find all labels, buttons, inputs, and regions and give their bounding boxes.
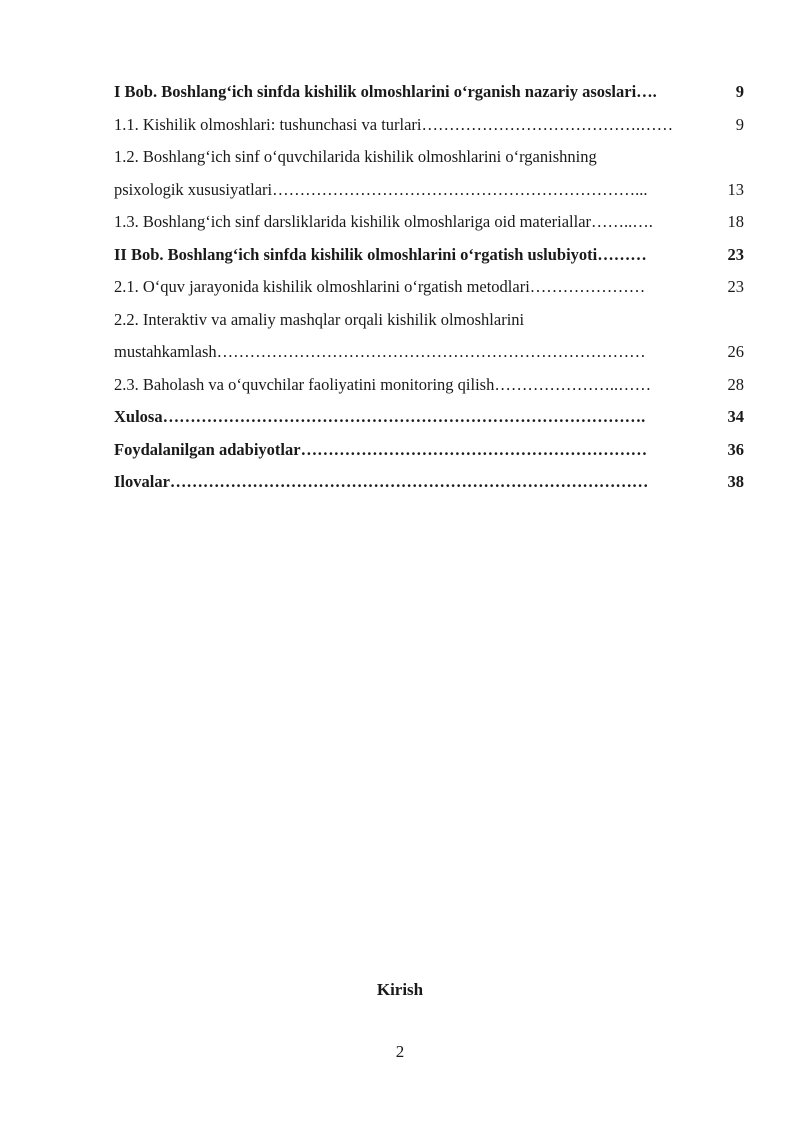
toc-leader-dots: …………………..……: [494, 374, 652, 394]
toc-page-number: 23: [727, 244, 744, 264]
toc-entry-1-3[interactable]: [114, 206, 744, 239]
toc-leader-dots: …………………………………………………………...: [272, 179, 648, 199]
toc-page-number: 28: [727, 374, 744, 394]
toc-entry-1-1[interactable]: [114, 109, 744, 142]
section-heading: Kirish: [376, 980, 424, 999]
toc-page-number: 36: [727, 439, 744, 459]
toc-entry-ilovalar[interactable]: [114, 466, 744, 499]
page-number: 2: [395, 1042, 405, 1061]
toc-leader-dots: …………………………………………………………………………….: [162, 407, 646, 426]
toc-entry-title: mustahkamlash: [114, 342, 217, 361]
toc-entry-chapter-2[interactable]: [114, 239, 744, 272]
toc-page-number: 26: [727, 342, 744, 361]
toc-entry-title: 2.3. Baholash va o‘quvchilar faoliyatini monitoring qilish: [114, 374, 495, 394]
toc-entry-title: II Bob. Boshlang‘ich sinfda kishilik olmoshlarini o‘rgatish uslubiyoti: [114, 244, 598, 264]
toc-entry-2-3[interactable]: [114, 369, 744, 402]
toc-page-number: 38: [727, 472, 744, 491]
toc-leader-dots: ……………………………………………………………………………: [169, 472, 649, 491]
toc-leader-dots: ………………………………………………………: [300, 439, 648, 459]
toc-entry-title: Foydalanilgan adabiyotlar: [114, 439, 301, 459]
toc-page-number: 34: [727, 407, 744, 426]
toc-entry-adabiyotlar[interactable]: [114, 434, 744, 467]
toc-entry-2-2-line-1[interactable]: [114, 304, 744, 337]
toc-entry-title: 1.3. Boshlang‘ich sinf darsliklarida kishilik olmoshlariga oid materiallar: [114, 212, 592, 231]
toc-leader-dots: ….: [636, 82, 657, 101]
toc-entry-title: Xulosa: [114, 407, 163, 426]
toc-entry-title: 2.1. O‘quv jarayonida kishilik olmoshlarini o‘rgatish metodlari: [114, 277, 530, 296]
toc-page-number: 23: [727, 277, 744, 296]
toc-leader-dots: ……..….: [591, 212, 653, 231]
toc-entry-title: 1.2. Boshlang‘ich sinf o‘quvchilarida kishilik olmoshlarini o‘rganishning: [114, 147, 597, 166]
toc-entry-title: Ilovalar: [114, 472, 170, 491]
toc-entry-title: psixologik xususiyatlari: [114, 179, 273, 199]
toc-leader-dots: ………………………………….……: [421, 114, 674, 134]
toc-entry-title: I Bob. Boshlang‘ich sinfda kishilik olmoshlarini o‘rganish nazariy asoslari: [114, 82, 637, 101]
toc-entry-2-1[interactable]: [114, 271, 744, 304]
table-of-contents: [114, 76, 744, 499]
toc-leader-dots: ……………………………………………………………………: [216, 342, 646, 361]
toc-page-number: 18: [727, 212, 744, 231]
toc-entry-title: 2.2. Interaktiv va amaliy mashqlar orqali kishilik olmoshlarini: [114, 309, 525, 329]
toc-leader-dots: ………: [597, 244, 647, 264]
toc-page-number: 9: [735, 114, 744, 134]
toc-entry-chapter-1[interactable]: [114, 76, 744, 109]
toc-entry-1-2-line-1[interactable]: [114, 141, 744, 174]
toc-page-number: 13: [727, 179, 744, 199]
toc-leader-dots: …………………: [529, 277, 646, 296]
toc-entry-xulosa[interactable]: [114, 401, 744, 434]
toc-page-number: 9: [735, 82, 744, 101]
toc-entry-2-2-line-2[interactable]: [114, 336, 744, 369]
toc-entry-title: 1.1. Kishilik olmoshlari: tushunchasi va turlari: [114, 114, 422, 134]
toc-entry-1-2-line-2[interactable]: [114, 174, 744, 207]
